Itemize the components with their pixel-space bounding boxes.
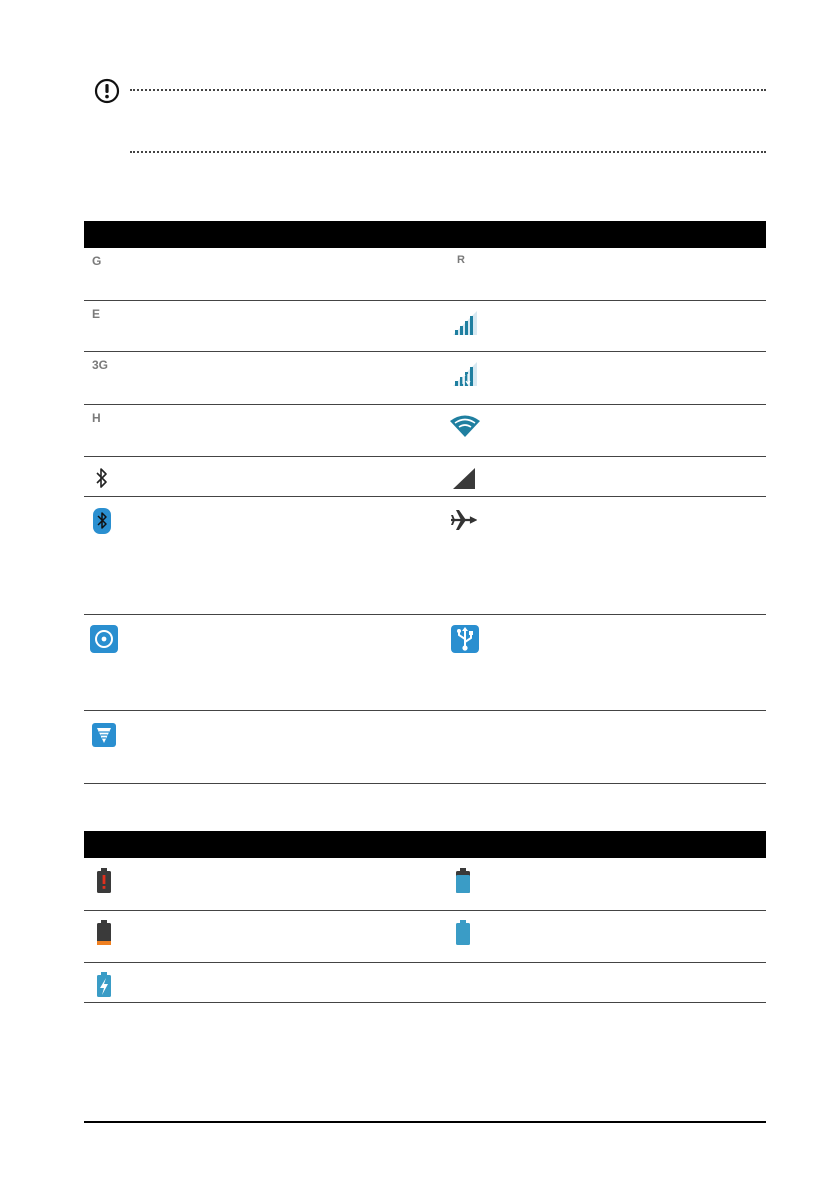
battery-full-icon xyxy=(455,920,483,950)
wifi-icon xyxy=(449,414,477,444)
table-row xyxy=(84,858,766,910)
data-limit-icon xyxy=(92,723,120,753)
table-row xyxy=(84,351,766,404)
table-row xyxy=(84,496,766,614)
table-row xyxy=(84,710,766,783)
roaming-icon: R xyxy=(457,254,465,266)
battery-partially-drained-icon xyxy=(455,868,483,898)
hspa-icon: H xyxy=(92,410,101,425)
battery-status-table xyxy=(84,831,766,1003)
table-row xyxy=(84,910,766,962)
table-row xyxy=(84,962,766,1002)
table-header xyxy=(84,831,766,858)
no-signal-icon xyxy=(451,467,479,497)
note-bottom-rule xyxy=(130,151,766,153)
note-box xyxy=(94,78,766,158)
edge-icon: E xyxy=(92,306,101,321)
footer-rule xyxy=(84,1121,766,1123)
note-top-rule xyxy=(130,89,766,91)
airplane-mode-icon xyxy=(449,507,477,537)
table-row xyxy=(84,456,766,496)
table-header xyxy=(84,221,766,248)
bluetooth-connected-icon xyxy=(92,507,120,537)
3g-icon: 3G xyxy=(92,357,109,372)
bluetooth-icon xyxy=(94,467,122,497)
battery-low-icon xyxy=(96,920,124,950)
gprs-icon: G xyxy=(92,254,102,268)
signal-strength-icon xyxy=(451,309,479,339)
battery-charging-icon xyxy=(96,972,124,1002)
exclamation-icon xyxy=(94,78,120,104)
signal-data-transfer-icon xyxy=(451,360,479,390)
table-row xyxy=(84,300,766,351)
portable-hotspot-icon xyxy=(90,625,118,655)
network-status-table xyxy=(84,221,766,784)
table-row xyxy=(84,248,766,300)
table-row xyxy=(84,404,766,456)
usb-tethering-icon xyxy=(451,625,479,655)
battery-very-low-icon xyxy=(96,868,124,898)
table-row xyxy=(84,614,766,710)
